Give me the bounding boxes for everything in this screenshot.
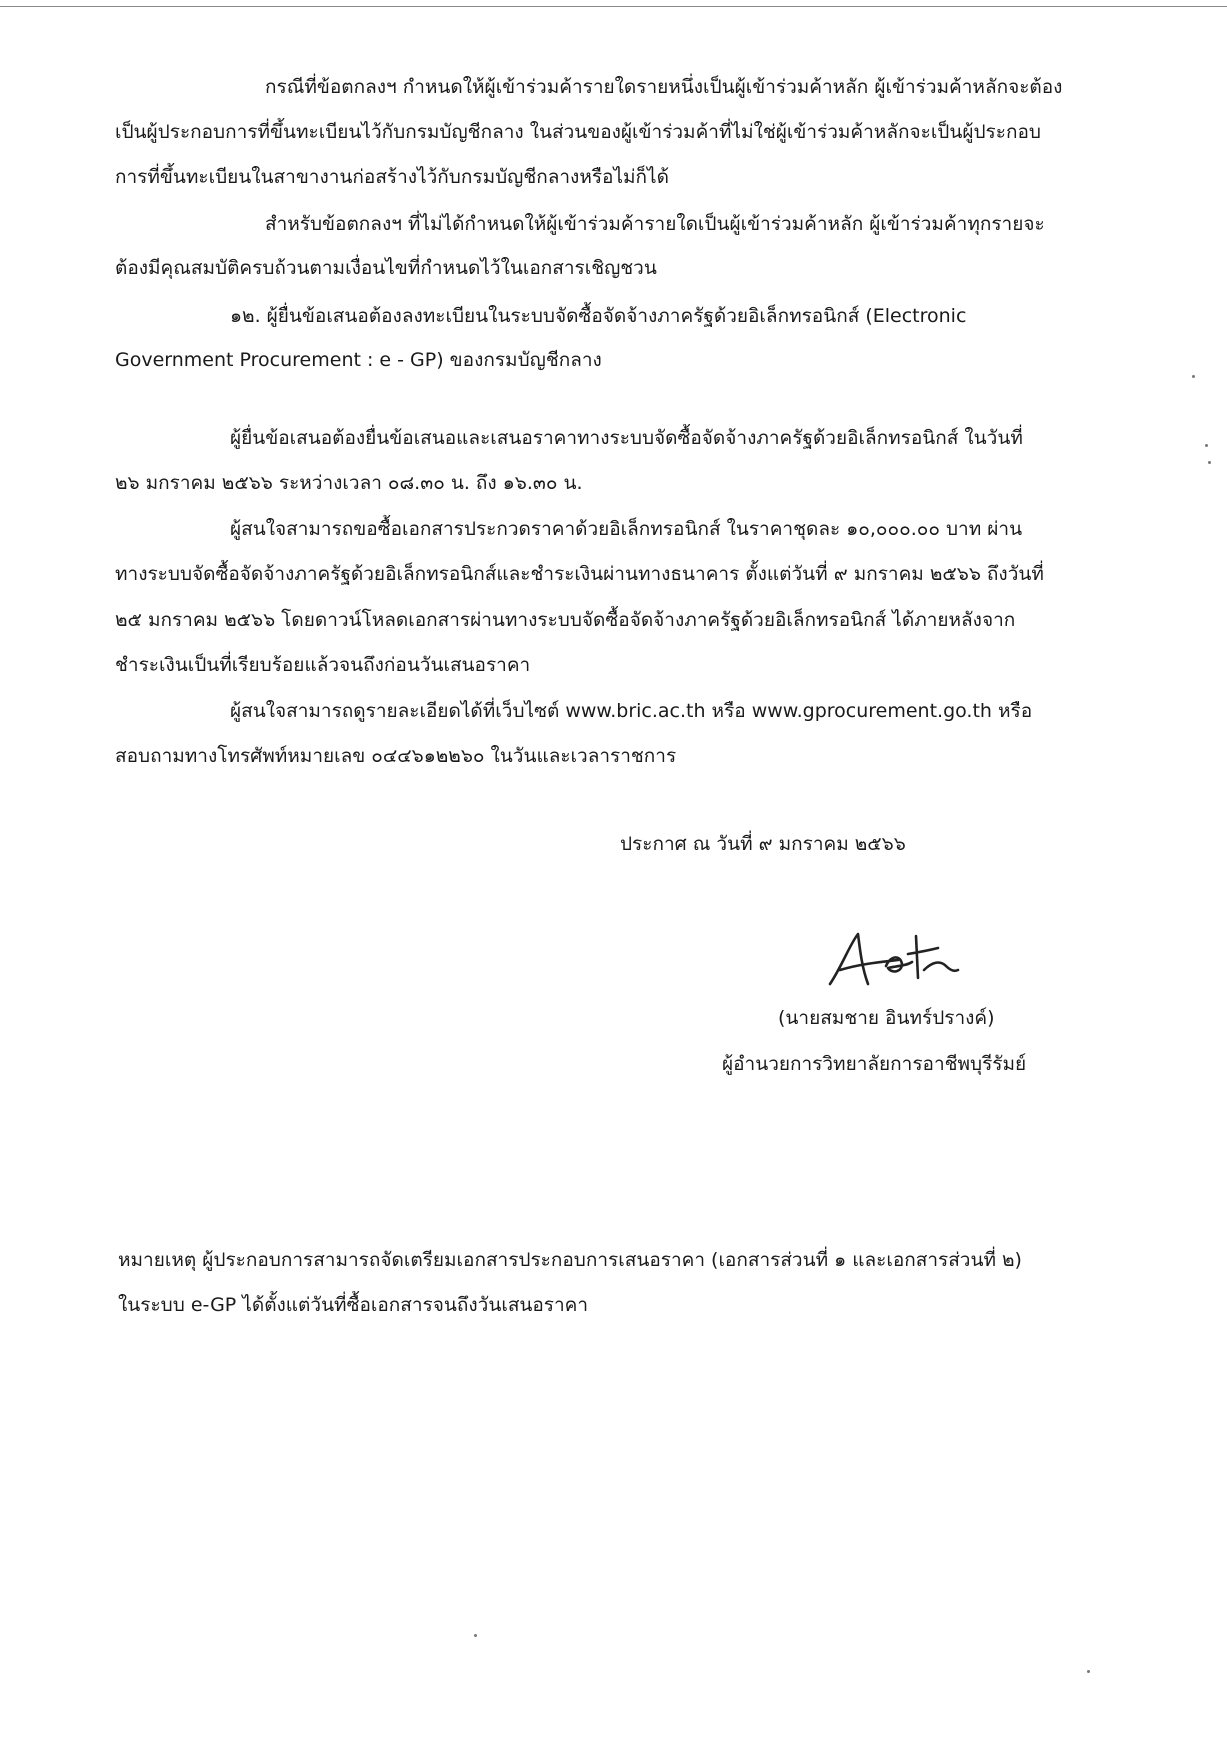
paragraph-1-line-3: การที่ขึ้นทะเบียนในสาขางานก่อสร้างไว้กับกรมบัญชีกลางหรือไม่ก็ได้ xyxy=(115,166,669,188)
paragraph-4-line-1: ผู้ยื่นข้อเสนอต้องยื่นข้อเสนอและเสนอราคาทางระบบจัดซื้อจัดจ้างภาครัฐด้วยอิเล็กทรอนิกส์ ในวันที่ xyxy=(230,427,1023,449)
signatory-name: (นายสมชาย อินทร์ปรางค์) xyxy=(778,1007,995,1029)
paragraph-1-line-2: เป็นผู้ประกอบการที่ขึ้นทะเบียนไว้กับกรมบัญชีกลาง ในส่วนของผู้เข้าร่วมค้าที่ไม่ใช่ผู้เข้าร่วมค้าหลักจะเป็นผู้ประกอบ xyxy=(115,121,1041,143)
signatory-title: ผู้อำนวยการวิทยาลัยการอาชีพบุรีรัมย์ xyxy=(722,1053,1027,1075)
paragraph-1-line-1: กรณีที่ข้อตกลงฯ กำหนดให้ผู้เข้าร่วมค้ารายใดรายหนึ่งเป็นผู้เข้าร่วมค้าหลัก ผู้เข้าร่วมค้าหลักจะต้อง xyxy=(265,76,1063,98)
paragraph-6-line-1: ผู้สนใจสามารถดูรายละเอียดได้ที่เว็บไซต์ www.bric.ac.th หรือ www.gprocurement.go.th หรือ xyxy=(230,700,1033,722)
scan-speck xyxy=(1208,461,1211,464)
clause-12-line-1: ๑๒. ผู้ยื่นข้อเสนอต้องลงทะเบียนในระบบจัดซื้อจัดจ้างภาครัฐด้วยอิเล็กทรอนิกส์ (Electronic xyxy=(230,305,967,327)
paragraph-5-line-3: ๒๕ มกราคม ๒๕๖๖ โดยดาวน์โหลดเอกสารผ่านทางระบบจัดซื้อจัดจ้างภาครัฐด้วยอิเล็กทรอนิกส์ ได้ภายหลังจาก xyxy=(115,609,1016,631)
note-line-1: หมายเหตุ ผู้ประกอบการสามารถจัดเตรียมเอกสารประกอบการเสนอราคา (เอกสารส่วนที่ ๑ และเอกสารส่วนที่ ๒) xyxy=(118,1249,1022,1271)
paragraph-5-line-2: ทางระบบจัดซื้อจัดจ้างภาครัฐด้วยอิเล็กทรอนิกส์และชำระเงินผ่านทางธนาคาร ตั้งแต่วันที่ ๙ มกราคม ๒๕๖๖ ถึงวันที่ xyxy=(115,563,1044,585)
scan-speck xyxy=(1087,1670,1090,1673)
paragraph-4-line-2: ๒๖ มกราคม ๒๕๖๖ ระหว่างเวลา ๐๘.๓๐ น. ถึง ๑๖.๓๐ น. xyxy=(115,472,583,494)
paragraph-2-line-1: สำหรับข้อตกลงฯ ที่ไม่ได้กำหนดให้ผู้เข้าร่วมค้ารายใดเป็นผู้เข้าร่วมค้าหลัก ผู้เข้าร่วมค้าทุกรายจะ xyxy=(265,213,1045,235)
clause-12-line-2: Government Procurement : e - GP) ของกรมบัญชีกลาง xyxy=(115,349,602,371)
paragraph-5-line-1: ผู้สนใจสามารถขอซื้อเอกสารประกวดราคาด้วยอิเล็กทรอนิกส์ ในราคาชุดละ ๑๐,๐๐๐.๐๐ บาท ผ่าน xyxy=(230,518,1023,540)
scan-speck xyxy=(1205,444,1208,447)
announcement-date: ประกาศ ณ วันที่ ๙ มกราคม ๒๕๖๖ xyxy=(620,833,906,855)
signature xyxy=(820,926,980,996)
scan-speck xyxy=(474,1634,477,1637)
scan-edge-line xyxy=(0,6,1227,7)
scan-speck xyxy=(1192,375,1195,378)
paragraph-5-line-4: ชำระเงินเป็นที่เรียบร้อยแล้วจนถึงก่อนวันเสนอราคา xyxy=(115,654,531,676)
paragraph-2-line-2: ต้องมีคุณสมบัติครบถ้วนตามเงื่อนไขที่กำหนดไว้ในเอกสารเชิญชวน xyxy=(115,257,657,279)
paragraph-6-line-2: สอบถามทางโทรศัพท์หมายเลข ๐๔๔๖๑๒๒๖๐ ในวันและเวลาราชการ xyxy=(115,745,677,767)
note-line-2: ในระบบ e-GP ได้ตั้งแต่วันที่ซื้อเอกสารจนถึงวันเสนอราคา xyxy=(118,1294,589,1316)
